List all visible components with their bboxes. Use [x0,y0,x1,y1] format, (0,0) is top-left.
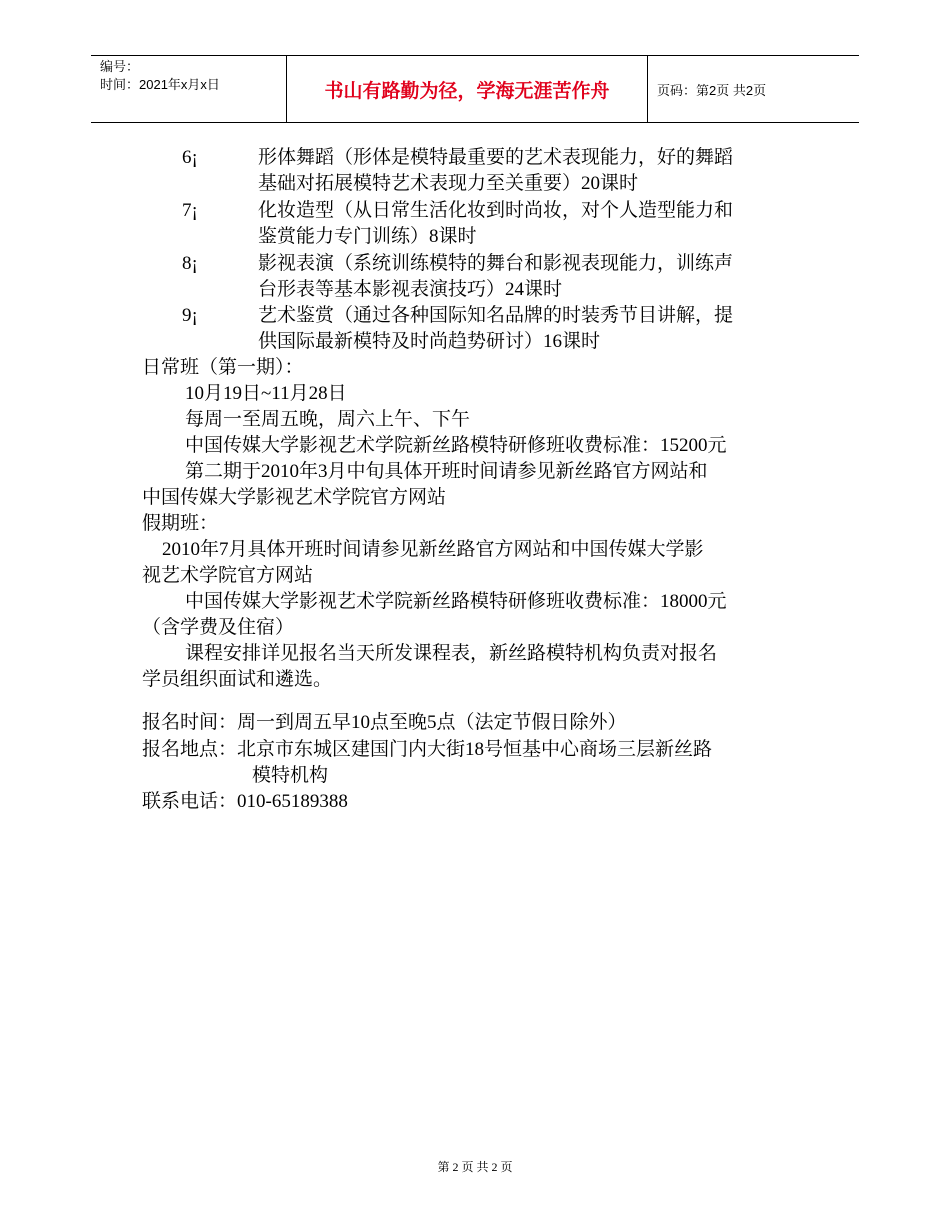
motto-text: 书山有路勤为径，学海无涯苦作舟 [324,79,610,102]
course-arrangement-note: 课程安排详见报名当天所发课程表，新丝路模特机构负责对报名 [185,643,718,664]
regular-class-dates: 10月19日~11月28日 [185,383,347,404]
second-term-info: 第二期于2010年3月中旬具体开班时间请参见新丝路官方网站和 [185,461,708,482]
course-number: 8¡ [182,253,198,274]
regular-class-heading: 日常班（第一期）： [142,357,304,378]
holiday-class-fee: 中国传媒大学影视艺术学院新丝路模特研修班收费标准：18000元 [185,591,727,612]
course-text: 化妆造型（从日常生活化妆到时尚妆，对个人造型能力和 [258,200,734,221]
contact-phone: 联系电话：010-65189388 [142,791,348,812]
course-number: 7¡ [182,200,198,221]
course-text: 鉴赏能力专门训练）8课时 [258,226,477,247]
course-text: 台形表等基本影视表演技巧）24课时 [258,279,563,300]
registration-place: 模特机构 [252,765,329,786]
holiday-class-heading: 假期班： [142,513,219,534]
footer-page-number: 第 2 页 共 2 页 [437,1160,513,1174]
document-time: 时间：2021年x月x日 [100,77,220,92]
document-number: 编号： [100,59,140,74]
registration-place: 报名地点：北京市东城区建国门内大街18号恒基中心商场三层新丝路 [142,739,713,760]
course-text: 基础对拓展模特艺术表现力至关重要）20课时 [258,173,639,194]
page-footer [0,1158,950,1175]
course-text: 艺术鉴赏（通过各种国际知名品牌的时装秀节目讲解，提 [258,305,734,326]
second-term-info: 中国传媒大学影视艺术学院官方网站 [142,487,447,508]
header-page-number: 页码：第2页 共2页 [657,82,767,98]
regular-class-schedule: 每周一至周五晚，周六上午、下午 [185,409,471,430]
holiday-class-info: 视艺术学院官方网站 [142,565,314,586]
course-text: 供国际最新模特及时尚趋势研讨）16课时 [258,331,601,352]
regular-class-fee: 中国传媒大学影视艺术学院新丝路模特研修班收费标准：15200元 [185,435,727,456]
registration-time: 报名时间：周一到周五早10点至晚5点（法定节假日除外） [142,712,627,733]
holiday-class-info: 2010年7月具体开班时间请参见新丝路官方网站和中国传媒大学影 [162,539,704,560]
course-arrangement-note: 学员组织面试和遴选。 [142,669,333,690]
course-text: 形体舞蹈（形体是模特最重要的艺术表现能力，好的舞蹈 [258,147,734,168]
holiday-class-fee: （含学费及住宿） [142,617,295,638]
course-text: 影视表演（系统训练模特的舞台和影视表现能力，训练声 [258,253,734,274]
course-number: 6¡ [182,147,198,168]
course-number: 9¡ [182,305,198,326]
